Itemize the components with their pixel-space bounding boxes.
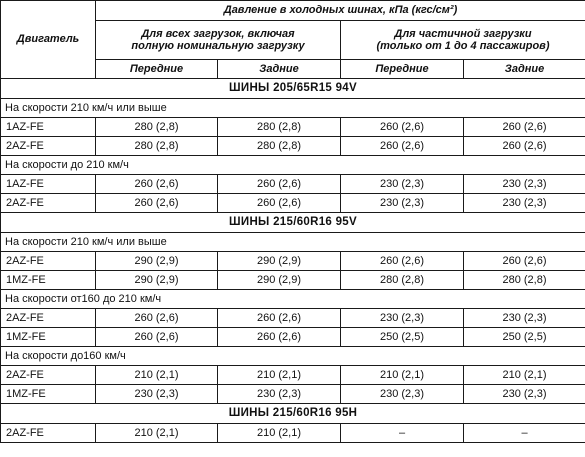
engine-cell: 2AZ-FE [1, 137, 96, 156]
value-cell: 290 (2,9) [96, 252, 218, 271]
value-cell: 230 (2,3) [218, 385, 341, 404]
value-cell: 210 (2,1) [464, 366, 585, 385]
value-cell: 260 (2,6) [96, 328, 218, 347]
table-row [1, 271, 585, 290]
engine-cell: 2AZ-FE [1, 309, 96, 328]
value-cell: 280 (2,8) [96, 137, 218, 156]
value-cell: 210 (2,1) [218, 366, 341, 385]
value-cell: 260 (2,6) [464, 118, 585, 137]
value-cell: – [464, 424, 585, 443]
engine-cell: 1MZ-FE [1, 385, 96, 404]
engine-cell: 1AZ-FE [1, 118, 96, 137]
partial-load-header-line2: (только от 1 до 4 пассажиров) [376, 40, 550, 52]
front-header-full: Передние [96, 60, 218, 79]
table-row [1, 309, 585, 328]
value-cell: 260 (2,6) [218, 194, 341, 213]
value-cell: 250 (2,5) [341, 328, 464, 347]
pressure-header: Давление в холодных шинах, кПа (кгс/см²) [96, 1, 585, 21]
value-cell: 280 (2,8) [96, 118, 218, 137]
speed-range-label: На скорости 210 км/ч или выше [1, 233, 585, 252]
value-cell: 210 (2,1) [218, 424, 341, 443]
value-cell: 260 (2,6) [218, 328, 341, 347]
table-row [1, 424, 585, 443]
engine-cell: 2AZ-FE [1, 366, 96, 385]
value-cell: 260 (2,6) [96, 309, 218, 328]
table-row [1, 118, 585, 137]
value-cell: 280 (2,8) [341, 271, 464, 290]
value-cell: 260 (2,6) [218, 309, 341, 328]
table-row [1, 194, 585, 213]
speed-range-label: На скорости 210 км/ч или выше [1, 99, 585, 118]
value-cell: 260 (2,6) [464, 252, 585, 271]
table-row [1, 175, 585, 194]
value-cell: 230 (2,3) [464, 194, 585, 213]
value-cell: 230 (2,3) [96, 385, 218, 404]
section-title: ШИНЫ 205/65R15 94V [1, 79, 585, 99]
table-row [1, 252, 585, 271]
engine-cell: 2AZ-FE [1, 252, 96, 271]
partial-load-header [341, 21, 585, 60]
front-header-partial: Передние [341, 60, 464, 79]
full-load-header [96, 21, 341, 60]
value-cell: 260 (2,6) [96, 175, 218, 194]
value-cell: 280 (2,8) [218, 137, 341, 156]
table-row [1, 385, 585, 404]
rear-header-partial: Задние [464, 60, 585, 79]
value-cell: 280 (2,8) [464, 271, 585, 290]
rear-header-full: Задние [218, 60, 341, 79]
table-row [1, 328, 585, 347]
value-cell: 230 (2,3) [341, 309, 464, 328]
value-cell: 210 (2,1) [341, 366, 464, 385]
value-cell: 250 (2,5) [464, 328, 585, 347]
value-cell: 210 (2,1) [96, 424, 218, 443]
section-title: ШИНЫ 215/60R16 95H [1, 404, 585, 424]
value-cell: 290 (2,9) [218, 252, 341, 271]
section-title: ШИНЫ 215/60R16 95V [1, 213, 585, 233]
value-cell: 230 (2,3) [341, 385, 464, 404]
speed-range-label: На скорости от160 до 210 км/ч [1, 290, 585, 309]
speed-range-label: На скорости до 210 км/ч [1, 156, 585, 175]
value-cell: 280 (2,8) [218, 118, 341, 137]
value-cell: 260 (2,6) [96, 194, 218, 213]
value-cell: 230 (2,3) [341, 194, 464, 213]
value-cell: – [341, 424, 464, 443]
value-cell: 260 (2,6) [341, 137, 464, 156]
engine-cell: 2AZ-FE [1, 424, 96, 443]
table-row [1, 137, 585, 156]
value-cell: 260 (2,6) [218, 175, 341, 194]
value-cell: 230 (2,3) [341, 175, 464, 194]
value-cell: 230 (2,3) [464, 385, 585, 404]
full-load-header-line1: Для всех загрузок, включая [141, 27, 295, 40]
value-cell: 260 (2,6) [341, 252, 464, 271]
engine-cell: 1MZ-FE [1, 271, 96, 290]
engine-cell: 2AZ-FE [1, 194, 96, 213]
table-row [1, 366, 585, 385]
value-cell: 210 (2,1) [96, 366, 218, 385]
speed-range-label: На скорости до160 км/ч [1, 347, 585, 366]
value-cell: 290 (2,9) [218, 271, 341, 290]
value-cell: 290 (2,9) [96, 271, 218, 290]
engine-header: Двигатель [1, 1, 96, 79]
full-load-header-line2: полную номинальную загрузку [131, 40, 305, 52]
value-cell: 260 (2,6) [341, 118, 464, 137]
partial-load-header-line1: Для частичной загрузки [394, 27, 532, 40]
engine-cell: 1AZ-FE [1, 175, 96, 194]
value-cell: 230 (2,3) [464, 309, 585, 328]
value-cell: 230 (2,3) [464, 175, 585, 194]
engine-cell: 1MZ-FE [1, 328, 96, 347]
value-cell: 260 (2,6) [464, 137, 585, 156]
